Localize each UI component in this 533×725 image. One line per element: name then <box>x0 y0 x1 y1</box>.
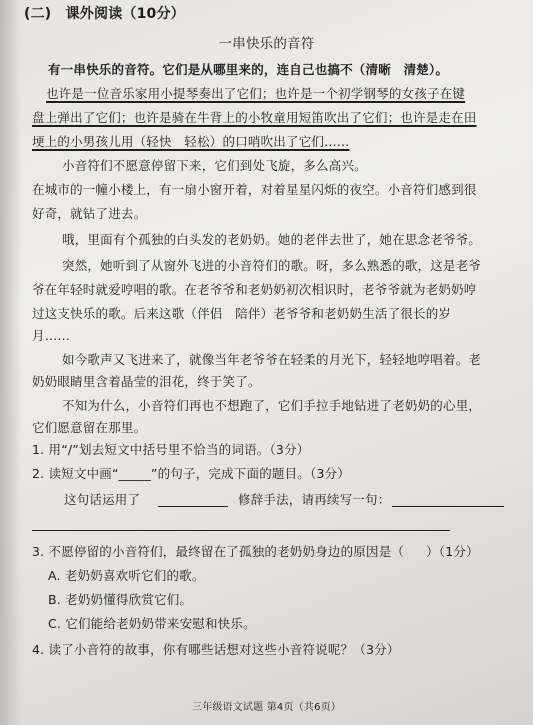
passage-line-8: 哦，里面有个孤独的白头发的老奶奶。她的老伴去世了，她在思念老爷爷。 <box>62 232 482 247</box>
rhetoric-answer-blank[interactable] <box>158 506 228 507</box>
passage-line-5: 小音符们不愿意停留下来，它们到处飞旋，多么高兴。 <box>62 158 367 173</box>
passage-line-7: 好奇，就钻了进去。 <box>32 206 147 221</box>
passage-line-2-underlined: 也许是一位音乐家用小提琴奏出了它们；也许是一个初学钢琴的女孩子在键 <box>46 86 466 101</box>
question-4: 4. 读了小音符的故事，你有哪些话想对这些小音符说呢？（3分） <box>32 642 400 657</box>
q3-option-b: B. 老奶奶懂得欣赏它们。 <box>48 592 193 607</box>
continuation-answer-blank-2[interactable] <box>32 530 450 531</box>
passage-line-9: 突然，她听到了从窗外飞进的小音符们的歌。呀，多么熟悉的歌，这是老爷 <box>62 258 482 273</box>
passage-line-16: 它们愿意留在那里。 <box>32 420 147 435</box>
page-footer: 三年级语文试题 第4页（共6页） <box>191 702 342 713</box>
passage-title: 一串快乐的音符 <box>218 36 315 52</box>
question-2: 2. 读短文中画“_____”的句子，完成下面的题目。（3分） <box>32 466 351 481</box>
continuation-answer-blank-1[interactable] <box>392 506 504 507</box>
section-heading: (二) 课外阅读（10分） <box>24 6 185 22</box>
question-3-score: ）（1分） <box>426 544 479 559</box>
question-1: 1. 用“/”划去短文中括号里不恰当的词语。（3分） <box>32 442 310 457</box>
passage-line-13: 如今歌声又飞进来了，就像当年老爷爷在轻柔的月光下，轻轻地哼唱着。老 <box>62 352 482 367</box>
passage-line-15: 不知为什么，小音符们再也不想跑了，它们手拉手地钻进了老奶奶的心里， <box>62 398 482 413</box>
passage-line-11: 过这支快乐的歌。后来这歌（伴侣 陪伴）老爷爷和老奶奶生活了很长的岁 <box>32 306 452 321</box>
passage-line-3-underlined: 盘上弹出了它们；也许是骑在牛背上的小牧童用短笛吹出了它们；也许是走在田 <box>32 110 477 125</box>
q3-option-a: A. 老奶奶喜欢听它们的歌。 <box>48 568 205 583</box>
passage-line-14: 奶奶眼睛里含着晶莹的泪花，终于笑了。 <box>32 374 261 389</box>
q3-option-c: C. 它们能给老奶奶带来安慰和快乐。 <box>48 616 256 631</box>
passage-line-6: 在城市的一幢小楼上，有一扇小窗开着，对着星星闪烁的夜空。小音符们感到很 <box>32 182 477 197</box>
question-2-sub-b: 修辞手法，请再续写一句： <box>238 492 391 507</box>
passage-line-4-underlined: 埂上的小男孩儿用（轻快 轻松）的口哨吹出了它们…… <box>32 134 350 149</box>
question-2-sub-a: 这句话运用了 <box>64 492 141 507</box>
passage-line-12: 月…… <box>32 328 71 343</box>
passage-line-1: 有一串快乐的音符。它们是从哪里来的，连自己也搞不（清晰 清楚）。 <box>48 62 449 77</box>
passage-line-10: 爷在年轻时就爱哼唱的歌。在老爷爷和老奶奶初次相识时，老爷爷就为老奶奶哼 <box>32 282 477 297</box>
question-3 <box>32 544 479 560</box>
question-3-text: 3. 不愿停留的小音符们，最终留在了孤独的老奶奶身边的原因是（ <box>32 544 405 559</box>
